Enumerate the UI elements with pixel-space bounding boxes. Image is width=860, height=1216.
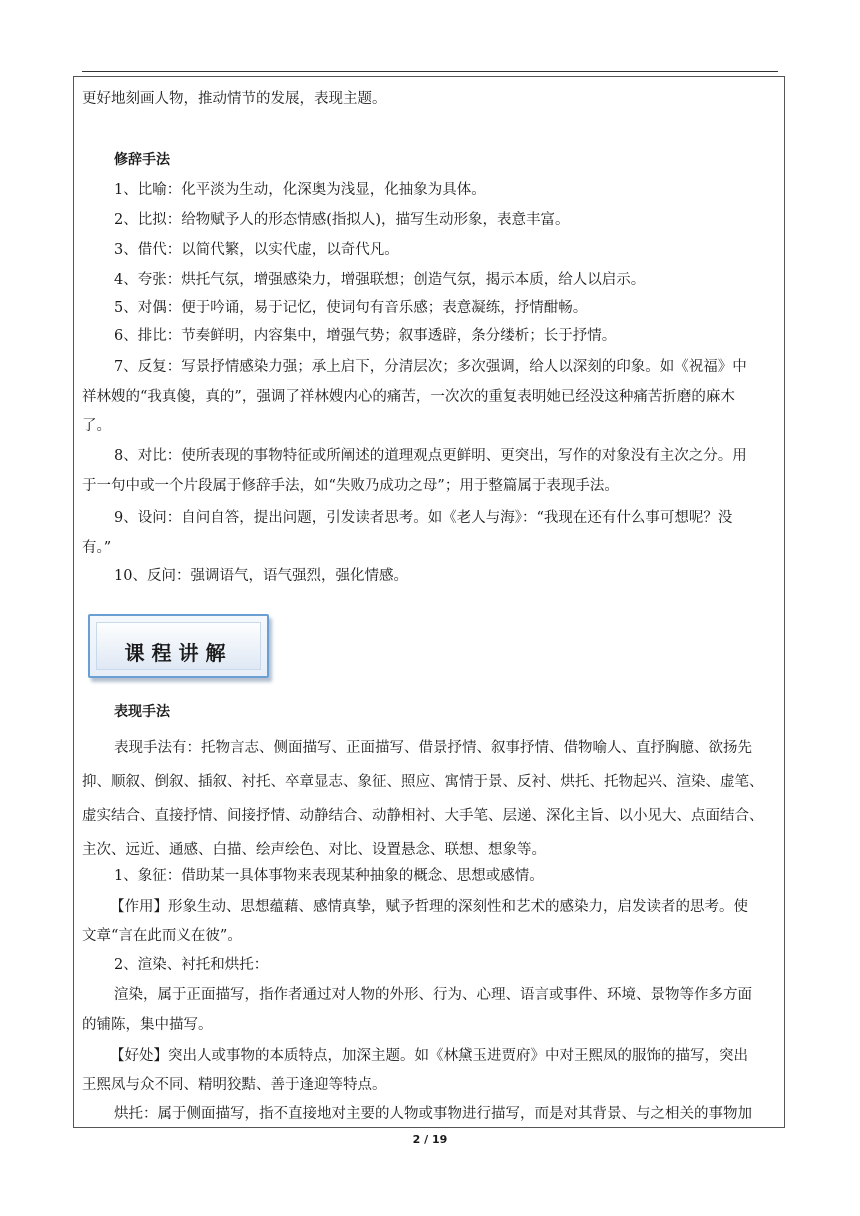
text-line: 文章“言在此而义在彼”。 xyxy=(82,928,242,944)
text-line: 虚实结合、直接抒情、间接抒情、动静结合、动静相衬、大手笔、层递、深化主旨、以小见大、点面结合、 xyxy=(82,808,764,824)
header-rule xyxy=(82,71,778,72)
page-number: 2 / 19 xyxy=(412,1133,448,1146)
text-line: 1、象征：借助某一具体事物来表现某种抽象的概念、思想或感情。 xyxy=(114,868,544,884)
section-heading: 修辞手法 xyxy=(114,152,170,168)
text-line: 祥林嫂的“我真傻，真的”，强调了祥林嫂内心的痛苦，一次次的重复表明她已经没这种痛苦折磨的麻木 xyxy=(82,389,735,405)
text-line: 了。 xyxy=(82,418,111,434)
text-line: 5、对偶：便于吟诵，易于记忆，使词句有音乐感；表意凝练，抒情酣畅。 xyxy=(114,300,588,316)
text-line: 王熙凤与众不同、精明狡黠、善于逢迎等特点。 xyxy=(82,1077,387,1093)
text-line: 抑、顺叙、倒叙、插叙、衬托、卒章显志、象征、照应、寓情于景、反衬、烘托、托物起兴、渲染、虚笔、 xyxy=(82,774,764,790)
text-line: 9、设问：自问自答，提出问题，引发读者思考。如《老人与海》：“我现在还有什么事可想呢？没 xyxy=(114,510,733,526)
text-line: 8、对比：使所表现的事物特征或所阐述的道理观点更鲜明、更突出，写作的对象没有主次之分。用 xyxy=(114,448,747,464)
banner-inner-panel xyxy=(96,622,261,670)
text-line: 更好地刻画人物，推动情节的发展，表现主题。 xyxy=(82,91,387,107)
text-line: 有。” xyxy=(82,540,112,556)
text-line: 7、反复：写景抒情感染力强；承上启下，分清层次；多次强调，给人以深刻的印象。如《祝福》中 xyxy=(114,359,747,375)
text-line: 2、比拟：给物赋予人的形态情感(指拟人)，描写生动形象，表意丰富。 xyxy=(114,212,570,228)
text-line: 10、反问：强调语气，语气强烈，强化情感。 xyxy=(114,568,408,584)
text-line: 3、借代：以简代繁，以实代虚，以奇代凡。 xyxy=(114,242,399,258)
text-line: 于一句中或一个片段属于修辞手法，如“失败乃成功之母”；用于整篇属于表现手法。 xyxy=(82,478,619,494)
text-line: 的铺陈，集中描写。 xyxy=(82,1017,213,1033)
text-line: 渲染，属于正面描写，指作者通过对人物的外形、行为、心理、语言或事件、环境、景物等作多方面 xyxy=(114,987,752,1003)
section-heading: 表现手法 xyxy=(114,704,170,720)
text-line: 4、夸张：烘托气氛，增强感染力，增强联想；创造气氛，揭示本质，给人以启示。 xyxy=(114,272,646,288)
text-line: 表现手法有：托物言志、侧面描写、正面描写、借景抒情、叙事抒情、借物喻人、直抒胸臆、欲扬先 xyxy=(114,740,752,756)
course-lecture-banner xyxy=(88,614,269,678)
text-line: 【好处】突出人或事物的本质特点，加深主题。如《林黛玉进贾府》中对王熙凤的服饰的描写，突出 xyxy=(110,1048,748,1064)
text-line: 烘托：属于侧面描写，指不直接地对主要的人物或事物进行描写，而是对其背景、与之相关的事物加 xyxy=(114,1106,752,1122)
text-line: 【作用】形象生动、思想蕴藉、感情真挚，赋予哲理的深刻性和艺术的感染力，启发读者的思考。使 xyxy=(110,899,748,915)
text-line: 2、渲染、衬托和烘托： xyxy=(114,957,269,973)
banner-title: 课程讲解 xyxy=(124,641,233,665)
text-line: 6、排比：节奏鲜明，内容集中，增强气势；叙事透辟，条分缕析；长于抒情。 xyxy=(114,328,617,344)
text-line: 1、比喻：化平淡为生动，化深奥为浅显，化抽象为具体。 xyxy=(114,182,486,198)
text-line: 主次、远近、通感、白描、绘声绘色、对比、设置悬念、联想、想象等。 xyxy=(82,842,546,858)
